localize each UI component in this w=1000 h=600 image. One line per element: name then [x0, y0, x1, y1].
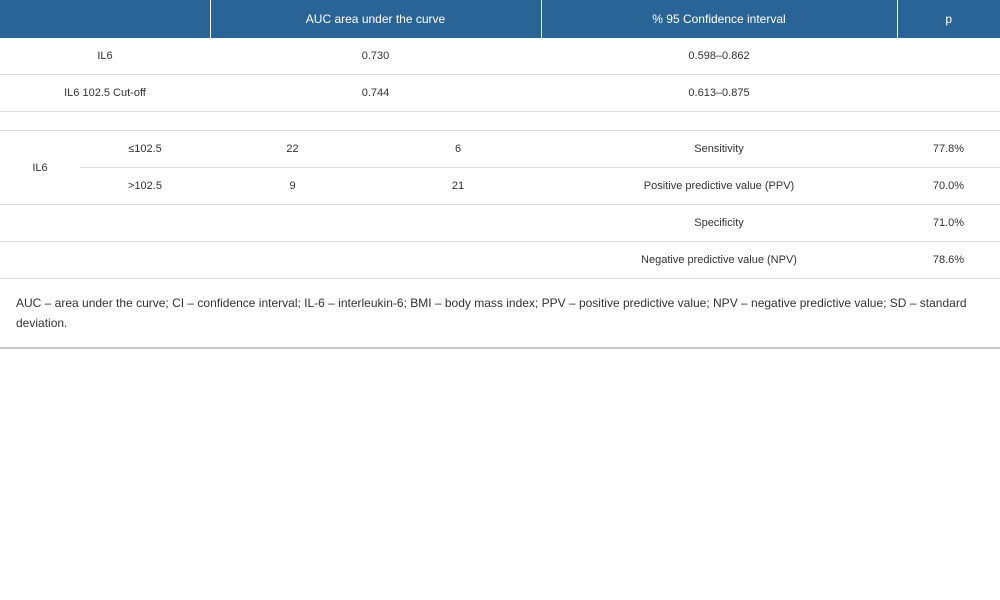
- table-footnote: AUC – area under the curve; CI – confidence interval; IL-6 – interleukin-6; BMI – body mass index; PPV – positive predictive value; NPV – negative predictive value; SD – standard deviation.: [0, 278, 1000, 349]
- metric-value: 78.6%: [897, 242, 1000, 279]
- table-row: [0, 38, 1000, 75]
- table-row: [0, 168, 1000, 205]
- spacer-row: [0, 112, 1000, 131]
- threshold-cell: >102.5: [80, 168, 210, 205]
- header-p: p: [897, 0, 1000, 38]
- ci-value: 0.598–0.862: [688, 50, 750, 62]
- metric-label: Specificity: [541, 205, 897, 242]
- p-value: [897, 75, 1000, 112]
- ci-value: 0.613–0.875: [541, 75, 897, 112]
- row-label: IL6: [97, 50, 113, 62]
- metric-value: 77.8%: [897, 131, 1000, 168]
- header-blank: [0, 0, 210, 38]
- table-row: [0, 75, 1000, 112]
- count-cell: 6: [375, 131, 541, 168]
- metric-label: Positive predictive value (PPV): [541, 168, 897, 205]
- threshold-cell: ≤102.5: [80, 131, 210, 168]
- table-row: [0, 131, 1000, 168]
- auc-value: 0.730: [361, 50, 390, 62]
- metric-label: Negative predictive value (NPV): [541, 242, 897, 279]
- auc-value: 0.744: [210, 75, 541, 112]
- metric-label: Sensitivity: [541, 131, 897, 168]
- metric-value: 70.0%: [897, 168, 1000, 205]
- header-ci: % 95 Confidence interval: [541, 0, 897, 38]
- table-row: [0, 242, 1000, 279]
- row-label: IL6 102.5 Cut-off: [0, 75, 210, 112]
- count-cell: 9: [210, 168, 375, 205]
- table-row: [0, 205, 1000, 242]
- count-cell: 21: [375, 168, 541, 205]
- group-label: IL6: [0, 131, 80, 205]
- count-cell: 22: [210, 131, 375, 168]
- p-value: [897, 38, 1000, 75]
- header-row: [0, 0, 1000, 38]
- header-auc: AUC area under the curve: [210, 0, 541, 38]
- metric-value: 71.0%: [897, 205, 1000, 242]
- results-table: [0, 0, 1000, 278]
